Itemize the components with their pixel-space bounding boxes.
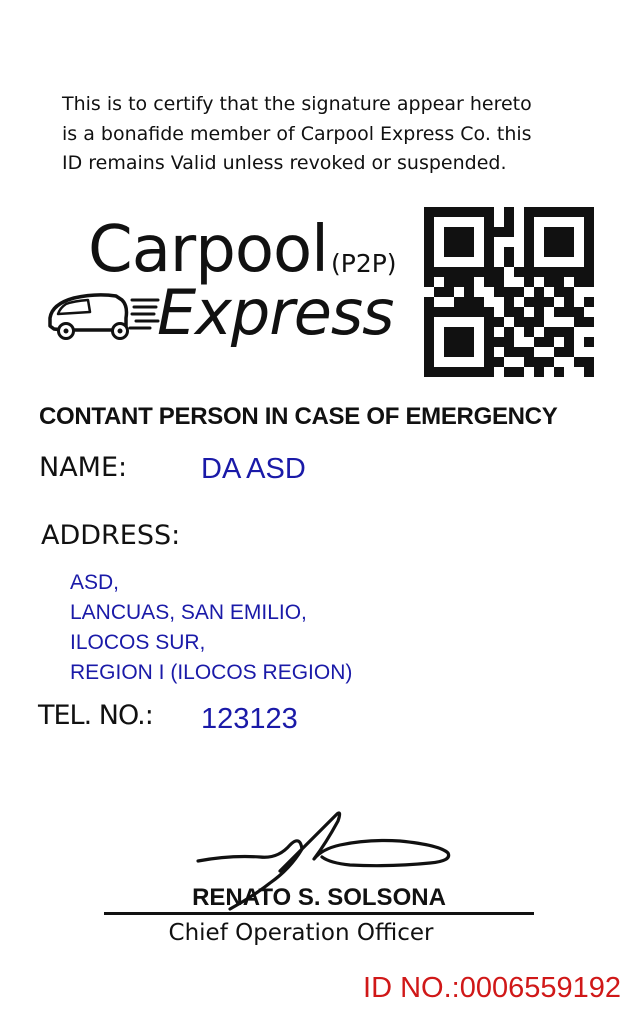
name-value: DA ASD — [201, 453, 306, 485]
address-line: REGION I (ILOCOS REGION) — [70, 661, 353, 684]
qr-code — [424, 207, 594, 377]
certification-text — [62, 90, 602, 179]
logo-p2p-text: (P2P) — [331, 249, 397, 278]
name-label: NAME: — [39, 452, 128, 483]
signatory-title: Chief Operation Officer — [168, 920, 434, 946]
certification-line: ID remains Valid unless revoked or suspended. — [62, 152, 507, 174]
tel-label: TEL. NO.: — [38, 700, 153, 731]
certification-line: This is to certify that the signature appear hereto — [62, 93, 532, 115]
emergency-heading: CONTANT PERSON IN CASE OF EMERGENCY — [39, 403, 558, 430]
address-line: ASD, — [70, 571, 120, 594]
address-line: ILOCOS SUR, — [70, 631, 206, 654]
van-icon — [44, 288, 162, 344]
id-number: ID NO.:0006559192 — [363, 972, 621, 1004]
signature-line — [104, 912, 534, 915]
logo-carpool-text: Carpool — [88, 213, 328, 287]
tel-value: 123123 — [201, 703, 298, 735]
address-line: LANCUAS, SAN EMILIO, — [70, 601, 307, 624]
address-value — [70, 568, 352, 688]
address-label: ADDRESS: — [41, 520, 181, 551]
signatory-name: RENATO S. SOLSONA — [192, 884, 446, 911]
certification-line: is a bonafide member of Carpool Express Co. this — [62, 122, 532, 145]
logo-express-text: Express — [157, 276, 394, 349]
